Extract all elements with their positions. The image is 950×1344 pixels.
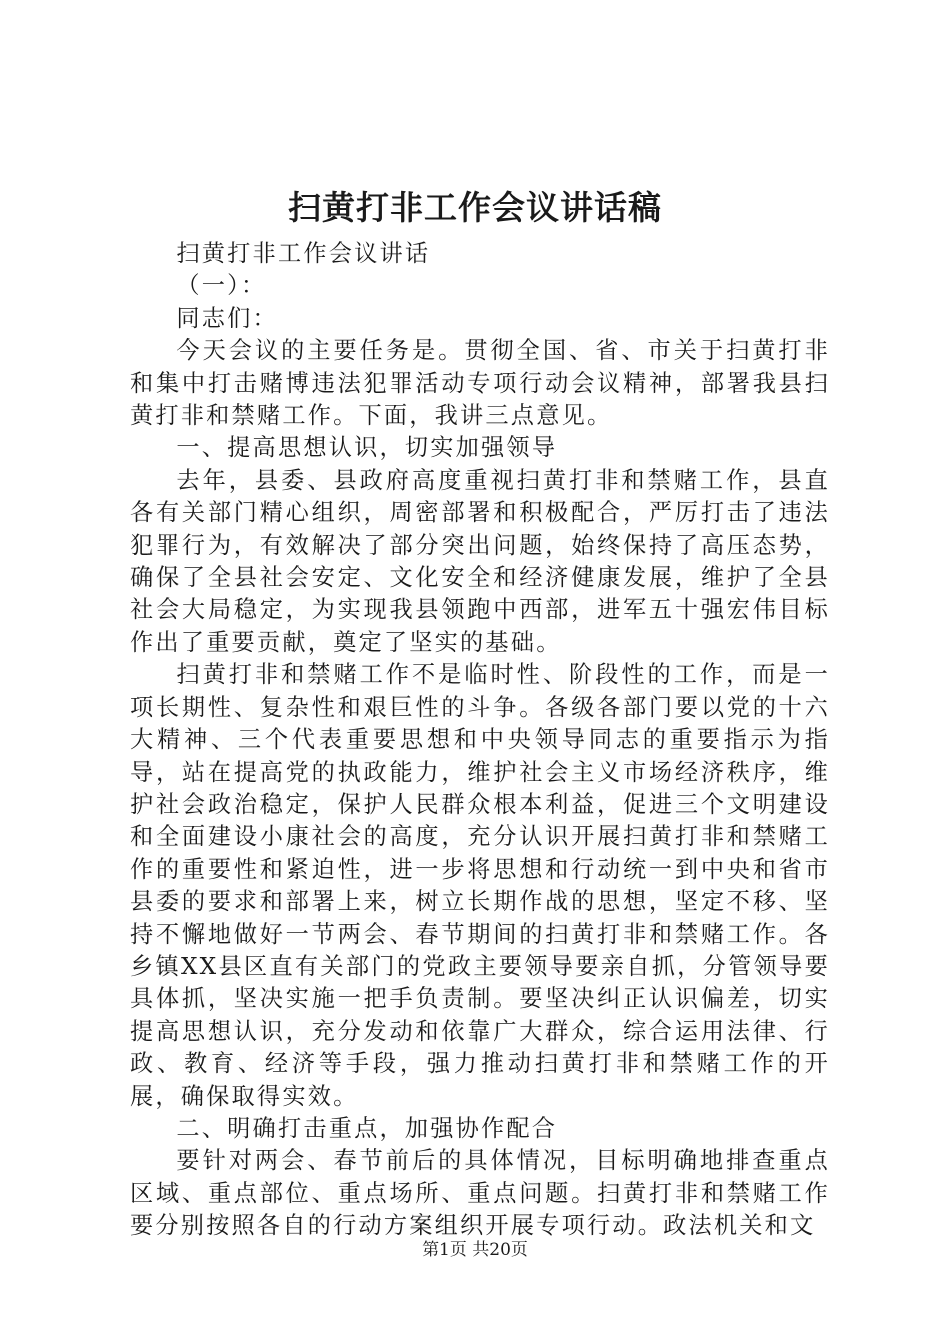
paragraph-section-number: （一）：: [176, 272, 267, 300]
paragraph-body: 要针对两会、春节前后的具体情况，目标明确地排查重点区域、重点部位、重点场所、重点问题。扫黄打非和禁赌工作要分别按照各自的行动方案组织开展专项行动。政法机关和文: [130, 1147, 830, 1240]
paragraph-subtitle: 扫黄打非工作会议讲话: [176, 240, 431, 267]
paragraph-intro: 今天会议的主要任务是。贯彻全国、省、市关于扫黄打非和集中打击赌博违法犯罪活动专项行动会议精神，部署我县扫黄打非和禁赌工作。下面，我讲三点意见。: [130, 337, 830, 430]
paragraph-salutation: 同志们：: [176, 304, 278, 332]
page-footer: 第1页 共20页: [422, 1240, 528, 1260]
document-title: 扫黄打非工作会议讲话稿: [288, 188, 662, 227]
heading-section-1: 一、提高思想认识，切实加强领导: [176, 434, 558, 462]
heading-section-2: 二、明确打击重点，加强协作配合: [176, 1114, 558, 1142]
document-body: [130, 238, 830, 1243]
paragraph-body: 扫黄打非和禁赌工作不是临时性、阶段性的工作，而是一项长期性、复杂性和艰巨性的斗争。各级各部门要以党的十六大精神、三个代表重要思想和中央领导同志的重要指示为指导，站在提高党的执政能力，维护社会主义市场经济秩序，维护社会政治稳定，保护人民群众根本利益，促进三个文明建设和全面建设小康社会的高度，充分认识开展扫黄打非和禁赌工作的重要性和紧迫性，进一步将思想和行动统一到中央和省市县委的要求和部署上来，树立长期作战的思想，坚定不移、坚持不懈地做好一节两会、春节期间的扫黄打非和禁赌工作。各乡镇XX县区直有关部门的党政主要领导要亲自抓，分管领导要具体抓，坚决实施一把手负责制。要坚决纠正认识偏差，切实提高思想认识，充分发动和依靠广大群众，综合运用法律、行政、教育、经济等手段，强力推动扫黄打非和禁赌工作的开展，确保取得实效。: [130, 661, 830, 1110]
paragraph-body: 去年，县委、县政府高度重视扫黄打非和禁赌工作，县直各有关部门精心组织，周密部署和积极配合，严厉打击了违法犯罪行为，有效解决了部分突出问题，始终保持了高压态势，确保了全县社会安定、文化安全和经济健康发展，维护了全县社会大局稳定，为实现我县领跑中西部，进军五十强宏伟目标作出了重要贡献，奠定了坚实的基础。: [130, 466, 830, 656]
